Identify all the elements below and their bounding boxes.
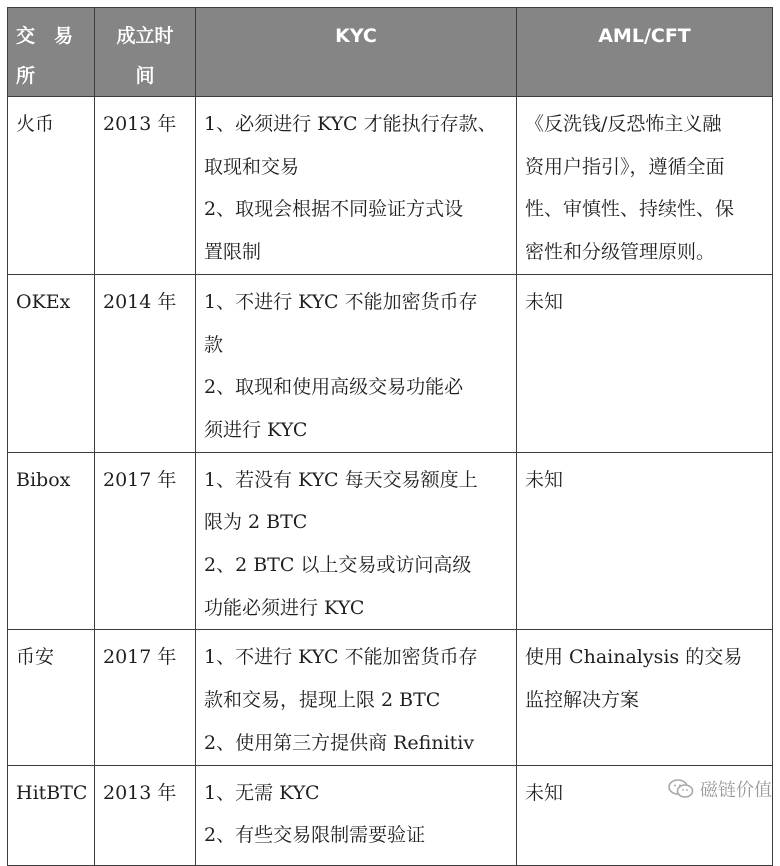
kyc-line: 1、不进行 KYC 不能加密货币存 bbox=[204, 646, 478, 669]
cell-exchange bbox=[8, 765, 95, 865]
aml-line: 未知 bbox=[525, 468, 564, 491]
cell-exchange bbox=[8, 630, 95, 765]
header-aml-line: AML/CFT bbox=[598, 25, 691, 47]
aml-line: 性、审慎性、持续性、保 bbox=[525, 198, 735, 221]
cell-founded bbox=[95, 452, 196, 630]
cell-aml bbox=[517, 452, 773, 630]
cell-aml bbox=[517, 274, 773, 452]
cell-aml bbox=[517, 630, 773, 765]
kyc-line: 1、必须进行 KYC 才能执行存款、 bbox=[204, 113, 497, 135]
table-row bbox=[8, 97, 773, 275]
cell-exchange bbox=[8, 452, 95, 630]
exchange-name: OKEx bbox=[16, 290, 71, 313]
cell-exchange bbox=[8, 97, 95, 275]
kyc-line: 1、无需 KYC bbox=[204, 781, 320, 804]
kyc-line: 2、2 BTC 以上交易或访问高级 bbox=[204, 554, 472, 577]
kyc-line: 置限制 bbox=[204, 241, 262, 264]
cell-kyc bbox=[196, 765, 517, 865]
exchange-name: 币安 bbox=[16, 646, 55, 669]
exchange-comparison-table bbox=[7, 7, 773, 866]
kyc-line: 功能必须进行 KYC bbox=[204, 596, 365, 619]
header-founded bbox=[95, 8, 196, 97]
kyc-line: 2、取现会根据不同验证方式设 bbox=[204, 198, 464, 221]
cell-founded bbox=[95, 630, 196, 765]
cell-exchange bbox=[8, 274, 95, 452]
kyc-line: 2、取现和使用高级交易功能必 bbox=[204, 376, 464, 399]
watermark bbox=[668, 775, 772, 803]
kyc-line: 1、不进行 KYC 不能加密货币存 bbox=[204, 290, 478, 313]
aml-line: 未知 bbox=[525, 781, 564, 804]
header-kyc-line: KYC bbox=[335, 25, 377, 47]
header-exchange bbox=[8, 8, 95, 97]
aml-line: 《反洗钱/反恐怖主义融 bbox=[525, 113, 722, 135]
kyc-line: 限为 2 BTC bbox=[204, 511, 308, 534]
founded-year: 2013 年 bbox=[103, 113, 177, 135]
header-exchange-line: 所 bbox=[16, 65, 36, 87]
header-founded-line: 间 bbox=[135, 65, 155, 87]
header-aml bbox=[517, 8, 773, 97]
header-exchange-line: 交 易 bbox=[16, 25, 74, 47]
table-row bbox=[8, 630, 773, 765]
header-kyc bbox=[196, 8, 517, 97]
cell-founded bbox=[95, 274, 196, 452]
watermark-text: 磁链价值 bbox=[700, 780, 772, 801]
table-row bbox=[8, 765, 773, 865]
aml-line: 资用户指引》，遵循全面 bbox=[525, 155, 725, 178]
kyc-line: 取现和交易 bbox=[204, 155, 300, 178]
cell-founded bbox=[95, 97, 196, 275]
cell-kyc bbox=[196, 452, 517, 630]
exchange-name: HitBTC bbox=[16, 781, 88, 804]
kyc-line: 款 bbox=[204, 333, 224, 356]
aml-line: 监控解决方案 bbox=[525, 689, 640, 712]
kyc-line: 款和交易，提现上限 2 BTC bbox=[204, 689, 441, 712]
kyc-line: 2、有些交易限制需要验证 bbox=[204, 824, 426, 847]
wechat-icon bbox=[668, 779, 694, 799]
founded-year: 2017 年 bbox=[103, 468, 177, 491]
cell-aml bbox=[517, 97, 773, 275]
header-row bbox=[8, 8, 773, 97]
cell-kyc bbox=[196, 97, 517, 275]
table-row bbox=[8, 274, 773, 452]
cell-founded bbox=[95, 765, 196, 865]
aml-line: 密性和分级管理原则。 bbox=[525, 241, 716, 264]
cell-kyc bbox=[196, 274, 517, 452]
header-founded-line: 成立时 bbox=[116, 25, 174, 47]
founded-year: 2017 年 bbox=[103, 646, 177, 669]
aml-line: 未知 bbox=[525, 290, 564, 313]
table-row bbox=[8, 452, 773, 630]
exchange-name: 火币 bbox=[16, 113, 55, 135]
founded-year: 2013 年 bbox=[103, 781, 177, 804]
cell-kyc bbox=[196, 630, 517, 765]
founded-year: 2014 年 bbox=[103, 290, 177, 313]
exchange-name: Bibox bbox=[16, 468, 71, 491]
kyc-line: 1、若没有 KYC 每天交易额度上 bbox=[204, 468, 478, 491]
kyc-line: 2、使用第三方提供商 Refinitiv bbox=[204, 731, 475, 754]
aml-line: 使用 Chainalysis 的交易 bbox=[525, 646, 743, 669]
kyc-line: 须进行 KYC bbox=[204, 418, 308, 441]
